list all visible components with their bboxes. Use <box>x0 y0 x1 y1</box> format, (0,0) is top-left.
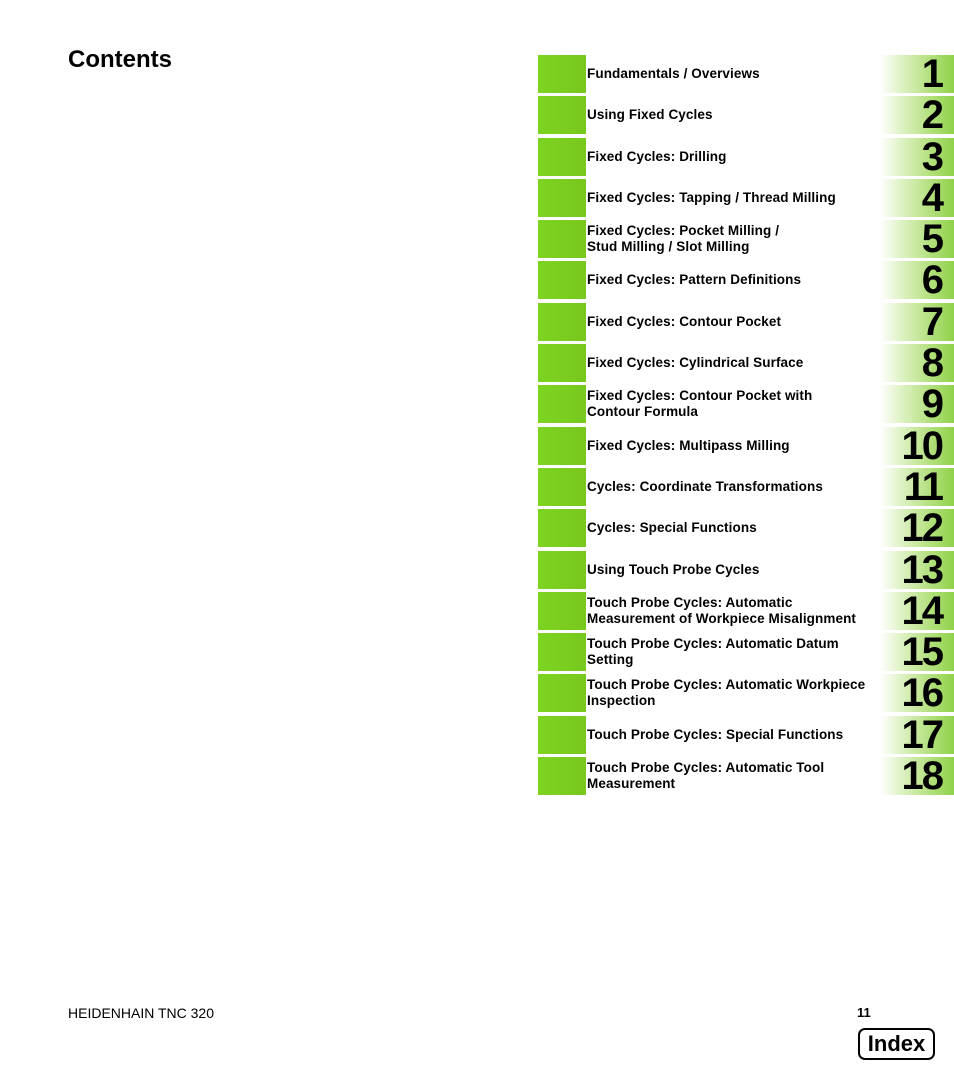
chapter-color-tab <box>538 303 586 341</box>
chapter-number-box <box>880 134 954 179</box>
chapter-number-box <box>880 754 954 799</box>
toc-item-18[interactable] <box>538 754 954 799</box>
chapter-title: Using Touch Probe Cycles <box>587 561 760 577</box>
chapter-number-box <box>880 93 954 138</box>
chapter-title: Using Fixed Cycles <box>587 107 713 123</box>
chapter-number-box <box>880 423 954 468</box>
chapter-title: Fixed Cycles: Multipass Milling <box>587 437 790 453</box>
chapter-title: Fixed Cycles: Pocket Milling / Stud Milling / Slot Milling <box>587 223 780 255</box>
chapter-color-tab <box>538 96 586 134</box>
toc-item-7[interactable] <box>538 299 954 344</box>
toc-item-17[interactable] <box>538 712 954 757</box>
chapter-number: 16 <box>901 671 942 716</box>
chapter-title: Touch Probe Cycles: Automatic Datum Setting <box>587 636 839 668</box>
chapter-color-tab <box>538 344 586 382</box>
chapter-number: 1 <box>921 52 942 96</box>
chapter-color-tab <box>538 674 586 712</box>
toc-item-11[interactable] <box>538 464 954 509</box>
chapter-color-tab <box>538 509 586 547</box>
chapter-number: 6 <box>921 258 942 303</box>
chapter-number: 3 <box>921 134 942 179</box>
chapter-number-box <box>880 175 954 220</box>
chapter-title: Fixed Cycles: Contour Pocket <box>587 313 782 329</box>
chapter-number-box <box>880 630 954 675</box>
chapter-number-box <box>880 258 954 303</box>
chapter-number-box <box>880 382 954 427</box>
chapter-title: Fixed Cycles: Contour Pocket with Contour Formula <box>587 388 813 420</box>
chapter-number: 18 <box>901 754 942 799</box>
page-number: 11 <box>857 1005 871 1020</box>
chapter-color-tab <box>538 633 586 671</box>
chapter-number-box <box>880 588 954 633</box>
chapter-color-tab <box>538 138 586 176</box>
chapter-number: 17 <box>901 712 942 757</box>
chapter-color-tab <box>538 220 586 258</box>
toc-item-2[interactable] <box>538 93 954 138</box>
toc-item-9[interactable] <box>538 382 954 427</box>
toc-item-15[interactable] <box>538 630 954 675</box>
toc-item-13[interactable] <box>538 547 954 592</box>
chapter-number-box <box>880 217 954 262</box>
chapter-number-box <box>880 671 954 716</box>
chapter-number-box <box>880 547 954 592</box>
chapter-title: Touch Probe Cycles: Special Functions <box>587 726 844 742</box>
chapter-number-box <box>880 506 954 551</box>
chapter-number: 14 <box>901 588 942 633</box>
chapter-number-box <box>880 464 954 509</box>
chapter-number: 2 <box>921 93 942 138</box>
chapter-number: 15 <box>901 630 942 675</box>
chapter-title: Fixed Cycles: Drilling <box>587 148 727 164</box>
page-title: Contents <box>68 46 172 73</box>
chapter-color-tab <box>538 716 586 754</box>
chapter-title: Fixed Cycles: Tapping / Thread Milling <box>587 189 836 205</box>
chapter-title: Fixed Cycles: Cylindrical Surface <box>587 355 804 371</box>
chapter-title: Fundamentals / Overviews <box>587 66 760 81</box>
toc-item-1[interactable] <box>538 52 954 96</box>
chapter-title: Touch Probe Cycles: Automatic Measurement of Workpiece Misalignment <box>587 594 857 626</box>
chapter-color-tab <box>538 427 586 465</box>
chapter-color-tab <box>538 261 586 299</box>
chapter-number: 5 <box>921 217 942 262</box>
chapter-number: 7 <box>921 299 942 344</box>
chapter-number-box <box>880 52 954 96</box>
toc-item-16[interactable] <box>538 671 954 716</box>
chapter-color-tab <box>538 592 586 630</box>
toc-item-3[interactable] <box>538 134 954 179</box>
toc-item-8[interactable] <box>538 341 954 386</box>
chapter-number: 13 <box>901 547 942 592</box>
chapter-number: 9 <box>921 382 942 427</box>
index-button[interactable]: Index <box>858 1028 935 1060</box>
chapter-color-tab <box>538 179 586 217</box>
chapter-number: 12 <box>901 506 942 551</box>
toc-item-5[interactable] <box>538 217 954 262</box>
chapter-number-box <box>880 341 954 386</box>
toc-item-12[interactable] <box>538 506 954 551</box>
table-of-contents <box>538 52 954 799</box>
chapter-title: Touch Probe Cycles: Automatic Workpiece Inspection <box>587 677 866 709</box>
toc-item-4[interactable] <box>538 175 954 220</box>
chapter-title: Fixed Cycles: Pattern Definitions <box>587 272 802 288</box>
chapter-number-box <box>880 712 954 757</box>
chapter-title: Touch Probe Cycles: Automatic Tool Measurement <box>587 760 825 792</box>
chapter-number: 10 <box>901 423 942 468</box>
chapter-color-tab <box>538 468 586 506</box>
chapter-title: Cycles: Coordinate Transformations <box>587 478 823 494</box>
toc-item-10[interactable] <box>538 423 954 468</box>
chapter-title: Cycles: Special Functions <box>587 520 757 536</box>
toc-item-14[interactable] <box>538 588 954 633</box>
chapter-color-tab <box>538 757 586 795</box>
chapter-color-tab <box>538 551 586 589</box>
chapter-color-tab <box>538 385 586 423</box>
chapter-number: 11 <box>903 464 942 509</box>
chapter-color-tab <box>538 55 586 93</box>
chapter-number: 8 <box>921 341 942 386</box>
chapter-number-box <box>880 299 954 344</box>
toc-item-6[interactable] <box>538 258 954 303</box>
product-name: HEIDENHAIN TNC 320 <box>68 1005 215 1021</box>
chapter-number: 4 <box>921 175 942 220</box>
